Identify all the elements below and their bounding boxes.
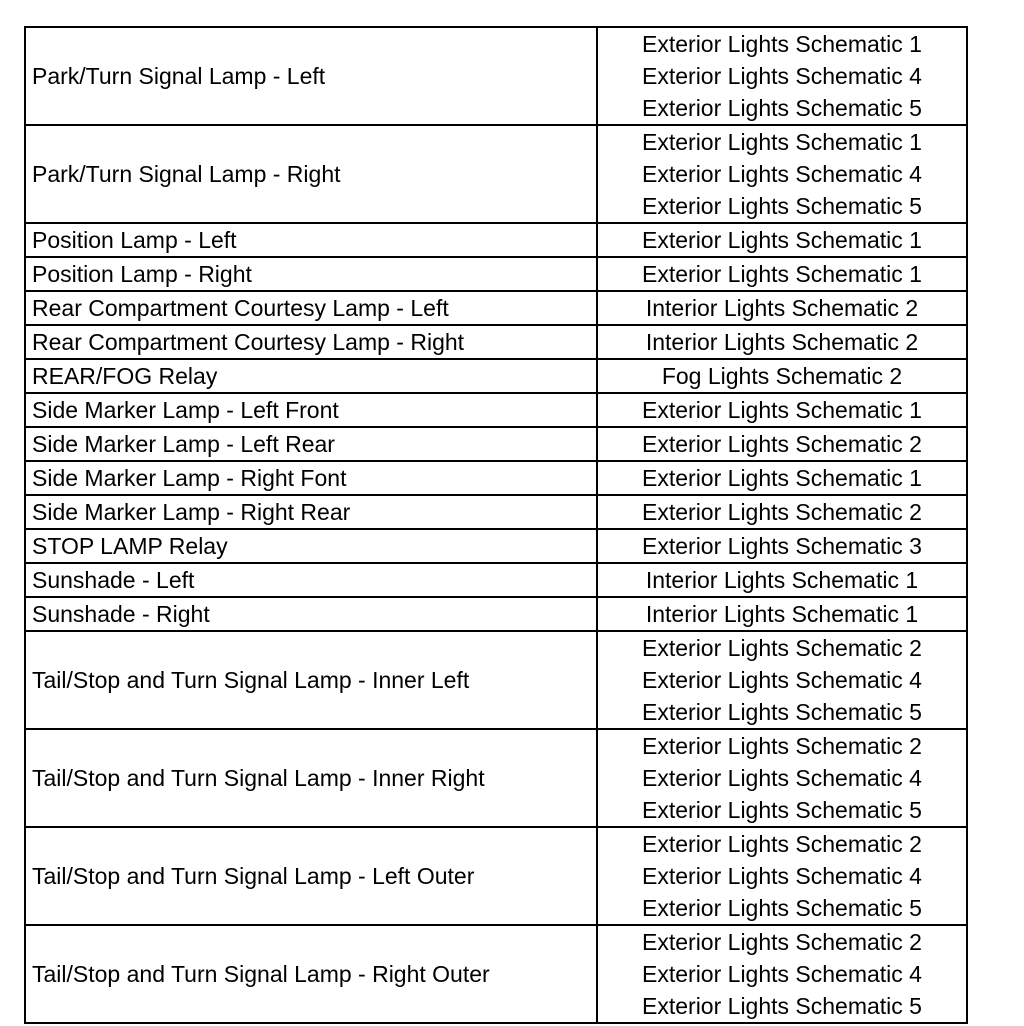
schematic-reference: Exterior Lights Schematic 4	[642, 667, 922, 693]
schematic-reference-cell	[597, 729, 967, 827]
table-row	[25, 223, 967, 257]
schematic-reference: Exterior Lights Schematic 3	[642, 533, 922, 559]
schematic-reference-cell	[597, 359, 967, 393]
component-schematic-table	[24, 26, 968, 1024]
table-row	[25, 257, 967, 291]
schematic-reference-cell	[597, 827, 967, 925]
schematic-reference: Exterior Lights Schematic 2	[642, 499, 922, 525]
schematic-reference-cell	[597, 597, 967, 631]
table-row	[25, 925, 967, 1023]
schematic-reference: Interior Lights Schematic 2	[645, 329, 919, 355]
schematic-reference-cell	[597, 223, 967, 257]
schematic-reference-cell	[597, 461, 967, 495]
schematic-reference: Exterior Lights Schematic 1	[642, 261, 922, 287]
table-row	[25, 631, 967, 729]
table-row	[25, 427, 967, 461]
schematic-reference: Exterior Lights Schematic 5	[642, 699, 922, 725]
schematic-reference: Exterior Lights Schematic 5	[642, 797, 922, 823]
schematic-reference-cell	[597, 925, 967, 1023]
schematic-reference: Exterior Lights Schematic 5	[642, 193, 922, 219]
schematic-reference-cell	[597, 529, 967, 563]
table-row	[25, 125, 967, 223]
schematic-reference: Exterior Lights Schematic 2	[642, 431, 922, 457]
component-name-cell: Sunshade - Left	[25, 563, 597, 597]
table-row	[25, 359, 967, 393]
table-row	[25, 393, 967, 427]
schematic-reference: Exterior Lights Schematic 4	[642, 863, 922, 889]
schematic-reference: Exterior Lights Schematic 4	[642, 63, 922, 89]
component-name-cell: STOP LAMP Relay	[25, 529, 597, 563]
table-row	[25, 563, 967, 597]
schematic-reference: Exterior Lights Schematic 5	[642, 895, 922, 921]
schematic-reference: Fog Lights Schematic 2	[661, 363, 903, 389]
schematic-reference-cell	[597, 27, 967, 125]
table-row	[25, 27, 967, 125]
table-row	[25, 729, 967, 827]
component-name-cell: Side Marker Lamp - Right Rear	[25, 495, 597, 529]
table-row	[25, 325, 967, 359]
component-name-cell: Tail/Stop and Turn Signal Lamp - Left Outer	[25, 827, 597, 925]
table-row	[25, 597, 967, 631]
schematic-reference: Exterior Lights Schematic 2	[642, 831, 922, 857]
schematic-reference: Exterior Lights Schematic 4	[642, 961, 922, 987]
schematic-reference-cell	[597, 631, 967, 729]
component-name-cell: Park/Turn Signal Lamp - Left	[25, 27, 597, 125]
table-row	[25, 291, 967, 325]
schematic-reference: Interior Lights Schematic 1	[645, 601, 919, 627]
component-name-cell: Side Marker Lamp - Left Front	[25, 393, 597, 427]
schematic-reference: Exterior Lights Schematic 2	[642, 929, 922, 955]
table-row	[25, 827, 967, 925]
schematic-reference: Exterior Lights Schematic 1	[642, 465, 922, 491]
schematic-reference: Exterior Lights Schematic 1	[642, 227, 922, 253]
component-name-cell: Rear Compartment Courtesy Lamp - Right	[25, 325, 597, 359]
schematic-reference: Exterior Lights Schematic 1	[642, 397, 922, 423]
table-body	[25, 27, 967, 1023]
schematic-reference: Exterior Lights Schematic 2	[642, 635, 922, 661]
schematic-reference-cell	[597, 257, 967, 291]
component-name-cell: Tail/Stop and Turn Signal Lamp - Right Outer	[25, 925, 597, 1023]
component-name-cell: Tail/Stop and Turn Signal Lamp - Inner Right	[25, 729, 597, 827]
schematic-reference-cell	[597, 325, 967, 359]
schematic-reference: Exterior Lights Schematic 1	[642, 129, 922, 155]
schematic-reference: Exterior Lights Schematic 4	[642, 161, 922, 187]
schematic-reference: Exterior Lights Schematic 1	[642, 31, 922, 57]
component-name-cell: Rear Compartment Courtesy Lamp - Left	[25, 291, 597, 325]
schematic-reference: Exterior Lights Schematic 2	[642, 733, 922, 759]
component-name-cell: Sunshade - Right	[25, 597, 597, 631]
table-row	[25, 529, 967, 563]
schematic-reference-cell	[597, 393, 967, 427]
component-name-cell: Side Marker Lamp - Left Rear	[25, 427, 597, 461]
schematic-reference-cell	[597, 291, 967, 325]
schematic-reference: Interior Lights Schematic 2	[645, 295, 919, 321]
schematic-reference: Exterior Lights Schematic 5	[642, 95, 922, 121]
component-name-cell: Side Marker Lamp - Right Font	[25, 461, 597, 495]
table-row	[25, 461, 967, 495]
component-name-cell: REAR/FOG Relay	[25, 359, 597, 393]
component-name-cell: Park/Turn Signal Lamp - Right	[25, 125, 597, 223]
component-name-cell: Position Lamp - Left	[25, 223, 597, 257]
schematic-reference: Exterior Lights Schematic 5	[642, 993, 922, 1019]
component-name-cell: Tail/Stop and Turn Signal Lamp - Inner Left	[25, 631, 597, 729]
schematic-reference-cell	[597, 427, 967, 461]
schematic-reference-cell	[597, 495, 967, 529]
table-row	[25, 495, 967, 529]
schematic-reference: Exterior Lights Schematic 4	[642, 765, 922, 791]
schematic-reference-cell	[597, 563, 967, 597]
component-name-cell: Position Lamp - Right	[25, 257, 597, 291]
schematic-reference-cell	[597, 125, 967, 223]
schematic-reference: Interior Lights Schematic 1	[645, 567, 919, 593]
